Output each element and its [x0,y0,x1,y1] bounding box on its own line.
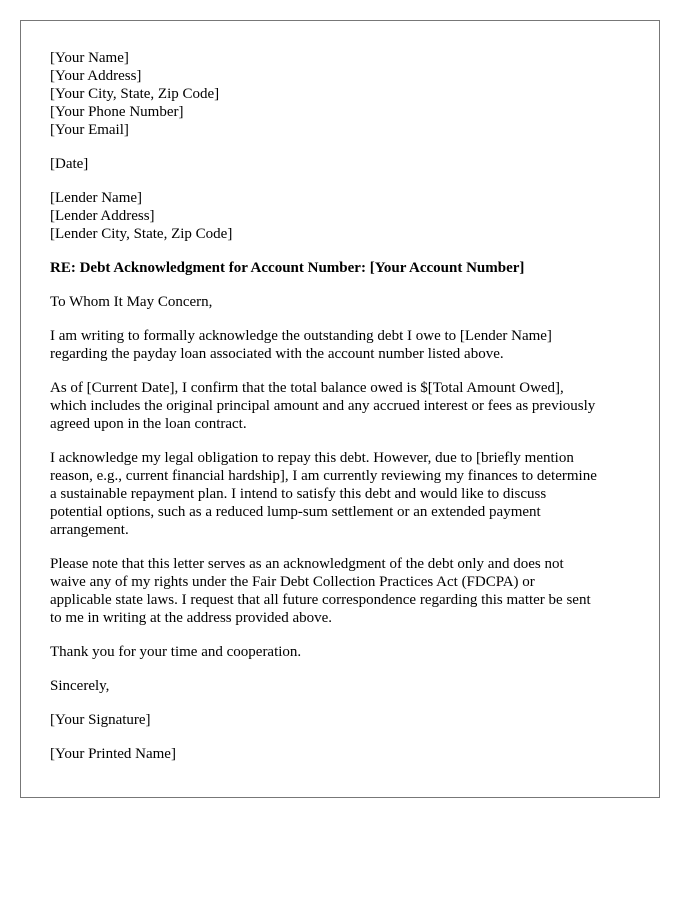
sender-city-state-zip: [Your City, State, Zip Code] [50,86,220,102]
printed-name-text: [Your Printed Name] [50,746,176,762]
paragraph-line: a sustainable repayment plan. I intend to satisfy this debt and would like to discuss [50,486,547,502]
paragraph-line: agreed upon in the loan contract. [50,416,247,432]
paragraph-line: Please note that this letter serves as an acknowledgment of the debt only and does not [50,556,564,572]
paragraph-line: I acknowledge my legal obligation to repay this debt. However, due to [briefly mention [50,450,574,466]
paragraph-line: to me in writing at the address provided above. [50,610,333,626]
salutation-text: To Whom It May Concern, [50,294,213,310]
sender-email: [Your Email] [50,122,129,138]
subject-line [50,259,640,277]
sign-off-text: Sincerely, [50,678,110,694]
letter-frame [20,20,660,798]
paragraph-line: which includes the original principal amount and any accrued interest or fees as previously [50,398,596,414]
signature-text: [Your Signature] [50,712,151,728]
recipient-address-block [50,189,640,243]
paragraph-line: regarding the payday loan associated with the account number listed above. [50,346,504,362]
paragraph-line: I am writing to formally acknowledge the outstanding debt I owe to [Lender Name] [50,328,552,344]
sign-off [50,677,640,695]
paragraph-line: reason, e.g., current financial hardship], I am currently reviewing my finances to determine [50,468,597,484]
paragraph-rights [50,555,640,627]
recipient-name: [Lender Name] [50,190,143,206]
paragraph-line: potential options, such as a reduced lump-sum settlement or an extended payment [50,504,541,520]
paragraph-repayment [50,449,640,539]
paragraph-balance [50,379,640,433]
closing-thanks-text: Thank you for your time and cooperation. [50,644,302,660]
paragraph-acknowledgment [50,327,640,363]
sender-address-block [50,49,640,139]
paragraph-line: waive any of my rights under the Fair Debt Collection Practices Act (FDCPA) or [50,574,535,590]
sender-name: [Your Name] [50,50,129,66]
subject-text: RE: Debt Acknowledgment for Account Number: [Your Account Number] [50,260,525,276]
signature-line [50,711,640,729]
sender-phone: [Your Phone Number] [50,104,184,120]
recipient-city-state-zip: [Lender City, State, Zip Code] [50,226,233,242]
letter-date: [Date] [50,156,89,172]
printed-name-line [50,745,640,763]
paragraph-line: arrangement. [50,522,129,538]
sender-address: [Your Address] [50,68,142,84]
closing-thanks [50,643,640,661]
recipient-address: [Lender Address] [50,208,155,224]
date-line [50,155,640,173]
salutation [50,293,640,311]
paragraph-line: applicable state laws. I request that all future correspondence regarding this matter be sent [50,592,591,608]
paragraph-line: As of [Current Date], I confirm that the total balance owed is $[Total Amount Owed], [50,380,564,396]
letter-body [50,49,640,779]
